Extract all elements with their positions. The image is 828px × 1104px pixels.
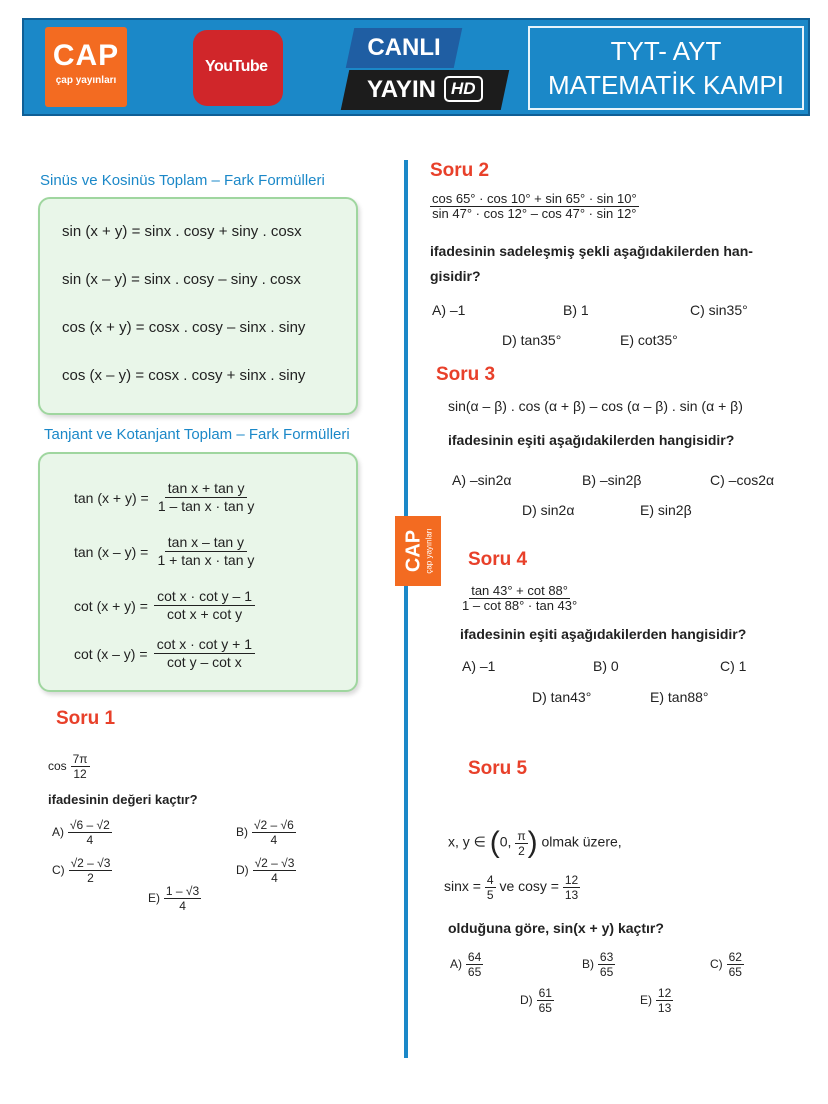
soru5-given-mid: ve cosy =	[499, 878, 559, 895]
option-den: 65	[728, 965, 742, 979]
formula-lhs: cot (x – y) =	[74, 645, 148, 662]
header-title-box	[528, 26, 804, 110]
soru5-given2-den: 13	[564, 888, 579, 902]
live-badge-top	[346, 28, 463, 68]
soru1-num: 7π	[72, 752, 88, 766]
soru5-interval-den: 2	[518, 843, 525, 858]
cap-logo-text: CAP	[52, 39, 120, 72]
soru3-option-c[interactable]: C) –cos2α	[710, 472, 775, 488]
formula-cos-diff: cos (x – y) = cosx . cosy + sinx . siny	[62, 367, 306, 384]
header-title-line1: TYT- AYT	[610, 36, 722, 66]
option-den: 65	[599, 965, 614, 979]
tan-formula-box	[38, 452, 358, 692]
option-den: 65	[467, 965, 482, 979]
soru1-option-a[interactable]	[52, 818, 112, 847]
option-den: 13	[657, 1001, 672, 1015]
soru5-option-b[interactable]	[582, 950, 615, 979]
formula-den: 1 – tan x · tan y	[157, 498, 255, 514]
soru5-given1-label: sinx =	[444, 878, 481, 895]
option-num: √2 – √6	[253, 818, 294, 832]
option-key: B)	[582, 957, 594, 972]
soru2-option-a[interactable]: A) –1	[432, 302, 466, 318]
formula-cot-diff	[74, 636, 257, 671]
option-num: √6 – √2	[69, 818, 110, 832]
formula-den: cot x + cot y	[167, 606, 243, 622]
soru5-interval-left: 0,	[499, 833, 512, 850]
soru4-num: tan 43° + cot 88°	[471, 583, 568, 598]
option-key: D)	[236, 863, 249, 878]
cap-logo-sub: çap yayınları	[55, 75, 117, 86]
soru1-option-e[interactable]	[148, 884, 201, 913]
formula-num: tan x – tan y	[165, 534, 247, 552]
formula-den: 1 + tan x · tan y	[157, 552, 255, 568]
option-den: 4	[86, 833, 94, 847]
option-den: 4	[179, 899, 186, 913]
soru5-given1-den: 5	[486, 888, 494, 902]
soru4-option-a[interactable]: A) –1	[462, 658, 496, 674]
formula-lhs: tan (x – y) =	[74, 543, 149, 560]
formula-num: cot x · cot y + 1	[154, 636, 255, 654]
cap-logo	[45, 27, 127, 107]
soru4-option-b[interactable]: B) 0	[593, 658, 619, 674]
paren-close: )	[527, 826, 538, 859]
formula-den: cot y – cot x	[167, 654, 242, 670]
soru3-option-e[interactable]: E) sin2β	[640, 502, 692, 518]
sinus-section-title: Sinüs ve Kosinüs Toplam – Fark Formülleri	[40, 172, 325, 189]
soru2-label: Soru 2	[430, 160, 490, 181]
option-key: B)	[236, 825, 248, 840]
option-key: A)	[450, 957, 462, 972]
soru2-option-e[interactable]: E) cot35°	[620, 332, 678, 348]
option-key: C)	[710, 957, 723, 972]
option-den: 2	[87, 871, 94, 885]
option-num: 1 – √3	[165, 884, 200, 898]
formula-sin-sum: sin (x + y) = sinx . cosy + siny . cosx	[62, 223, 302, 240]
soru2-den: sin 47° · cos 12° – cos 47° · sin 12°	[432, 206, 637, 221]
sinus-formula-box	[38, 197, 358, 415]
soru2-question-line1: ifadesinin sadeleşmiş şekli aşağıdakilerden han-	[430, 243, 753, 259]
side-logo-sub: çap yayınları	[424, 528, 434, 574]
formula-lhs: tan (x + y) =	[74, 489, 149, 506]
soru5-condition	[448, 826, 622, 860]
side-cap-logo	[395, 516, 441, 586]
paren-open: (	[489, 826, 500, 859]
soru2-question-line2: gisidir?	[430, 268, 481, 284]
soru2-num: cos 65° · cos 10° + sin 65° · sin 10°	[432, 191, 637, 206]
soru5-given2-num: 12	[564, 873, 579, 887]
soru2-option-c[interactable]: C) sin35°	[690, 302, 748, 318]
live-text: CANLI	[367, 34, 441, 61]
soru3-option-a[interactable]: A) –sin2α	[452, 472, 512, 488]
option-num: √2 – √3	[70, 856, 111, 870]
option-den: 4	[270, 833, 278, 847]
soru1-den: 12	[73, 767, 87, 781]
formula-num: tan x + tan y	[165, 480, 248, 498]
broadcast-text: YAYIN	[367, 76, 436, 103]
soru1-expression	[48, 752, 90, 781]
soru2-option-b[interactable]: B) 1	[563, 302, 589, 318]
soru4-question: ifadesinin eşiti aşağıdakilerden hangisidir?	[460, 626, 747, 642]
side-logo-text: CAP	[402, 529, 425, 573]
soru4-option-d[interactable]: D) tan43°	[532, 689, 592, 705]
column-divider	[404, 160, 408, 1058]
soru3-expression: sin(α – β) . cos (α + β) – cos (α – β) . sin (α + β)	[448, 398, 743, 414]
soru1-option-b[interactable]	[236, 818, 296, 847]
live-badge-bottom	[341, 70, 510, 110]
soru5-given1-num: 4	[486, 873, 494, 887]
youtube-logo-text: YouTube	[205, 58, 268, 75]
tan-section-title: Tanjant ve Kotanjant Toplam – Fark Formülleri	[44, 426, 350, 443]
option-key: C)	[52, 863, 65, 878]
soru1-option-d[interactable]	[236, 856, 296, 885]
soru3-label: Soru 3	[436, 364, 496, 385]
soru2-option-d[interactable]: D) tan35°	[502, 332, 562, 348]
option-key: E)	[640, 993, 652, 1008]
soru5-cond-suffix: olmak üzere,	[541, 833, 622, 850]
option-num: √2 – √3	[254, 856, 295, 870]
formula-cot-sum	[74, 588, 257, 623]
soru4-label: Soru 4	[468, 549, 528, 570]
option-num: 63	[599, 950, 614, 964]
option-key: D)	[520, 993, 533, 1008]
soru5-option-d[interactable]	[520, 986, 554, 1015]
soru1-question: ifadesinin değeri kaçtır?	[48, 792, 198, 807]
youtube-logo	[193, 30, 283, 106]
soru3-option-b[interactable]: B) –sin2β	[582, 472, 642, 488]
option-num: 62	[728, 950, 742, 964]
formula-cos-sum: cos (x + y) = cosx . cosy – sinx . siny	[62, 319, 306, 336]
option-num: 12	[657, 986, 672, 1000]
soru1-cos: cos	[48, 759, 67, 774]
soru2-expression	[430, 192, 639, 221]
header-title-line2: MATEMATİK KAMPI	[548, 70, 784, 100]
soru4-option-c[interactable]: C) 1	[720, 658, 747, 674]
soru3-option-d[interactable]: D) sin2α	[522, 502, 575, 518]
soru5-option-a[interactable]	[450, 950, 483, 979]
soru5-option-e[interactable]	[640, 986, 673, 1015]
soru5-given	[444, 873, 580, 902]
soru5-cond-prefix: x, y ∈	[448, 833, 486, 850]
soru1-label: Soru 1	[56, 708, 116, 729]
option-num: 64	[467, 950, 482, 964]
option-key: E)	[148, 891, 160, 906]
soru3-question: ifadesinin eşiti aşağıdakilerden hangisidir?	[448, 432, 735, 448]
soru4-expression	[460, 584, 579, 613]
formula-sin-diff: sin (x – y) = sinx . cosy – siny . cosx	[62, 271, 301, 288]
formula-tan-sum	[74, 480, 259, 515]
soru5-label: Soru 5	[468, 758, 528, 779]
soru1-option-c[interactable]	[52, 856, 112, 885]
hd-badge: HD	[444, 76, 483, 102]
option-key: A)	[52, 825, 64, 840]
option-den: 65	[538, 1001, 552, 1015]
formula-tan-diff	[74, 534, 259, 569]
soru5-interval-num: π	[517, 828, 526, 843]
soru4-den: 1 – cot 88° · tan 43°	[462, 598, 578, 613]
option-num: 61	[538, 986, 552, 1000]
formula-lhs: cot (x + y) =	[74, 597, 148, 614]
soru4-option-e[interactable]: E) tan88°	[650, 689, 709, 705]
formula-num: cot x · cot y – 1	[154, 588, 255, 606]
soru5-question: olduğuna göre, sin(x + y) kaçtır?	[448, 920, 664, 936]
option-den: 4	[271, 871, 278, 885]
soru5-option-c[interactable]	[710, 950, 744, 979]
